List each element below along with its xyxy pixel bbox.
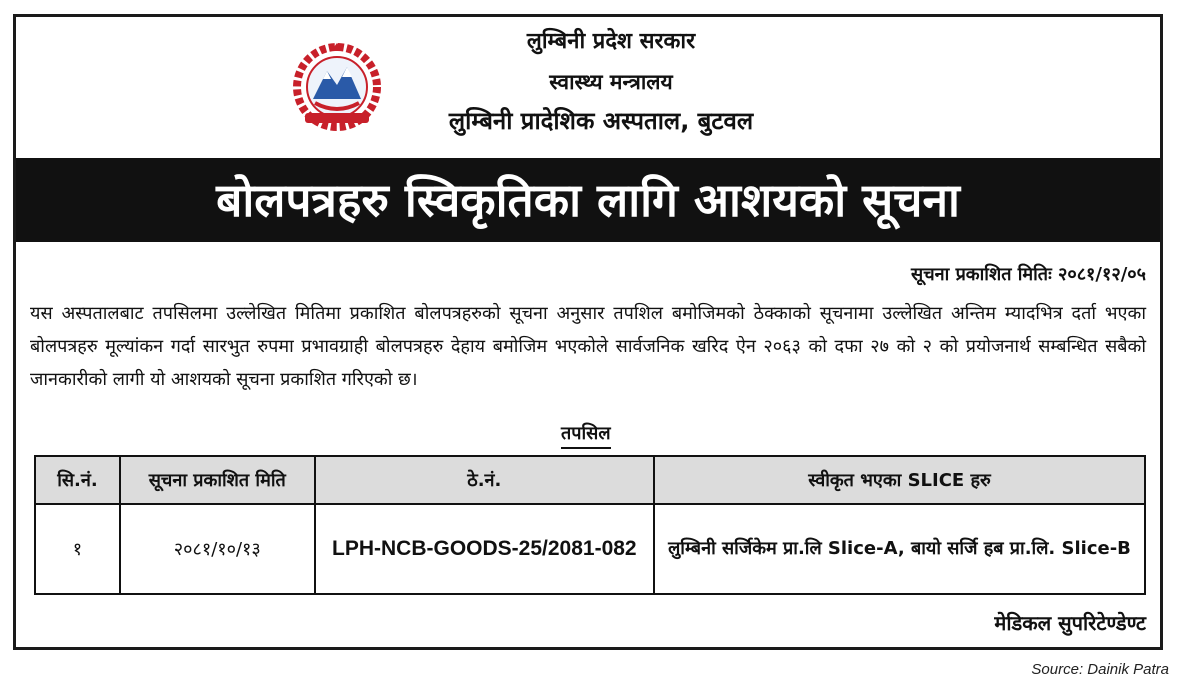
column-header-date: सूचना प्रकाशित मिति xyxy=(120,456,315,504)
column-header-slices: स्वीकृत भएका SLICE हरु xyxy=(654,456,1145,504)
column-header-sn: सि.नं. xyxy=(35,456,120,504)
notice-title: बोलपत्रहरु स्विकृतिका लागि आशयको सूचना xyxy=(16,158,1160,242)
table-header-row xyxy=(35,456,1145,504)
cell-contract-no: LPH-NCB-GOODS-25/2081-082 xyxy=(315,504,654,594)
notice-frame xyxy=(13,14,1163,650)
source-credit: Source: Dainik Patra xyxy=(1031,661,1169,678)
header-block xyxy=(396,27,916,137)
government-name: लुम्बिनी प्रदेश सरकार xyxy=(526,29,696,54)
cell-sn: १ xyxy=(35,504,120,594)
ministry-name: स्वास्थ्य मन्त्रालय xyxy=(549,70,673,94)
hospital-name: लुम्बिनी प्रादेशिक अस्पताल, बुटवल xyxy=(448,107,754,135)
notice-body: यस अस्पतालबाट तपसिलमा उल्लेखित मितिमा प्रकाशित बोलपत्रहरुको सूचना अनुसार तपशिल बमोजिमको ठेक्काको सूचनामा उल्लेखित अन्तिम म्यादभित्र दर्ता भएका बोलपत्रहरु मूल्यांकन गर्दा सारभुत रुपमा प्रभावग्राही बोलपत्रहरु देहाय बमोजिम भएकोले सार्वजनिक खरिद ऐन २०६३ को दफा २७ को २ को प्रयोजनार्थ सम्बन्धित सबैको जानकारीको लागी यो आशयको सूचना प्रकाशित गरिएको छ। xyxy=(30,303,1146,390)
cell-slices: लुम्बिनी सर्जिकेम प्रा.लि Slice-A, बायो सर्जि हब प्रा.लि. Slice-B xyxy=(654,504,1145,594)
schedule-heading: तपसिल xyxy=(561,421,611,449)
table-row xyxy=(35,504,1145,594)
publication-date: सूचना प्रकाशित मितिः २०८१/१२/०५ xyxy=(911,264,1146,285)
column-header-contract-no: ठे.नं. xyxy=(315,456,654,504)
cell-date: २०८१/१०/१३ xyxy=(120,504,315,594)
signatory: मेडिकल सुपरिटेण्डेण्ट xyxy=(994,611,1146,635)
award-table xyxy=(34,455,1146,595)
